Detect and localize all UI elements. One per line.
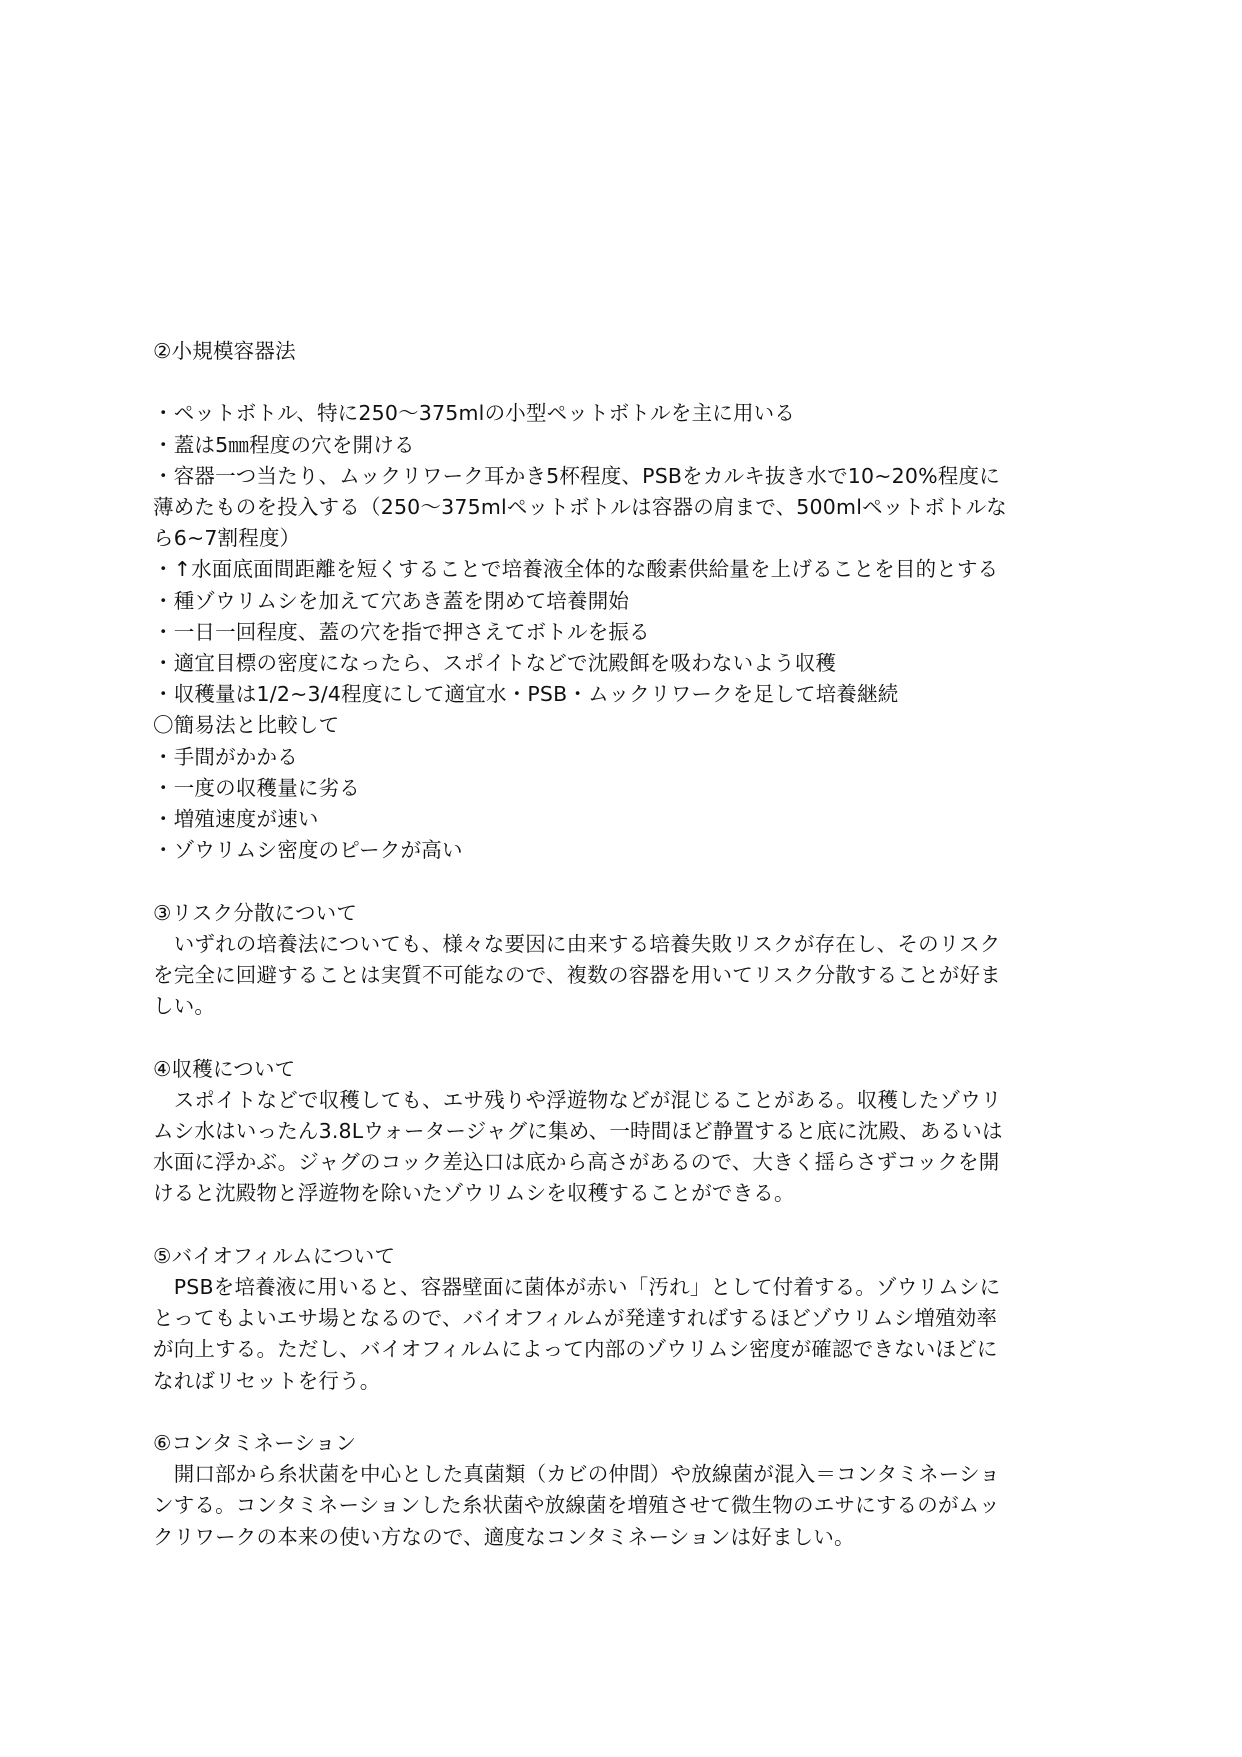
paragraph-line: ンする。コンタミネーションした糸状菌や放線菌を増殖させて微生物のエサにするのがムッ (153, 1493, 1000, 1518)
blank-line (153, 1210, 1088, 1241)
paragraph-line: を完全に回避することは実質不可能なので、複数の容器を用いてリスク分散することが好ま (153, 963, 1001, 988)
blank-line (153, 1397, 1088, 1428)
paragraph-line: とってもよいエサ場となるので、バイオフィルムが発達すればするほどゾウリムシ増殖効率 (153, 1306, 998, 1331)
paragraph-line: けると沈殿物と浮遊物を除いたゾウリムシを収穫することができる。 (153, 1181, 795, 1206)
section-heading: ④収穫について (153, 1056, 296, 1081)
bullet-line: ・容器一つ当たり、ムックリワーク耳かき5杯程度、PSBをカルキ抜き水で10~20%程度に (153, 463, 1000, 488)
bullet-line: ・一日一回程度、蓋の穴を指で押さえてボトルを振る (153, 619, 650, 644)
blank-line (153, 1022, 1088, 1053)
bullet-line: ・ゾウリムシ密度のピークが高い (153, 838, 463, 863)
blank-line (153, 866, 1088, 897)
blank-line (153, 367, 1088, 398)
section-heading: ②小規模容器法 (153, 339, 296, 363)
document-body (153, 336, 1088, 1553)
section-small-container-method (153, 336, 1088, 866)
paragraph-line: いずれの培養法についても、様々な要因に由来する培養失敗リスクが存在し、そのリスク (153, 931, 1001, 956)
section-contamination (153, 1428, 1088, 1553)
section-biofilm (153, 1241, 1088, 1397)
section-heading: ⑤バイオフィルムについて (153, 1243, 396, 1268)
paragraph-line: 開口部から糸状菌を中心とした真菌類（カビの仲間）や放線菌が混入＝コンタミネーショ (153, 1462, 1001, 1487)
bullet-line: ・収穫量は1/2~3/4程度にして適宜水・PSB・ムックリワークを足して培養継続 (153, 682, 899, 707)
paragraph-line: PSBを培養液に用いると、容器壁面に菌体が赤い「汚れ」として付着する。ゾウリムシに (153, 1275, 1001, 1300)
bullet-line: ・増殖速度が速い (153, 807, 319, 832)
bullet-line: 薄めたものを投入する（250～375mlペットボトルは容器の肩まで、500mlペットボトルな (153, 495, 1008, 519)
bullet-line: ・ペットボトル、特に250～375mlの小型ペットボトルを主に用いる (153, 401, 796, 426)
section-heading: ③リスク分散について (153, 900, 358, 925)
section-heading: ⑥コンタミネーション (153, 1431, 357, 1456)
bullet-line: ・蓋は5㎜程度の穴を開ける (153, 432, 415, 457)
paragraph-line: ムシ水はいったん3.8Lウォータージャグに集め、一時間ほど静置すると底に沈殿、あるいは (153, 1119, 1003, 1144)
bullet-line: ・一度の収穫量に劣る (153, 775, 360, 800)
bullet-line: ら6~7割程度） (153, 526, 301, 551)
paragraph-line: なればリセットを行う。 (153, 1368, 381, 1393)
paragraph-line: が向上する。ただし、バイオフィルムによって内部のゾウリムシ密度が確認できないほどに (153, 1337, 998, 1362)
paragraph-line: スポイトなどで収穫しても、エサ残りや浮遊物などが混じることがある。収穫したゾウリ (153, 1087, 1002, 1112)
section-risk-distribution (153, 898, 1088, 1023)
section-harvest (153, 1054, 1088, 1210)
paragraph-line: しい。 (153, 994, 216, 1019)
bullet-line: ・手間がかかる (153, 744, 298, 769)
bullet-line: ・適宜目標の密度になったら、スポイトなどで沈殿餌を吸わないよう収穫 (153, 651, 837, 676)
bullet-line: ・種ゾウリムシを加えて穴あき蓋を閉めて培養開始 (153, 588, 630, 613)
bullet-line: ・↑水面底面間距離を短くすることで培養液全体的な酸素供給量を上げることを目的とする (153, 557, 999, 582)
paragraph-line: クリワークの本来の使い方なので、適度なコンタミネーションは好ましい。 (153, 1524, 855, 1549)
subheading-line: 〇簡易法と比較して (153, 713, 340, 738)
paragraph-line: 水面に浮かぶ。ジャグのコック差込口は底から高さがあるので、大きく揺らさずコックを開 (153, 1150, 1000, 1175)
